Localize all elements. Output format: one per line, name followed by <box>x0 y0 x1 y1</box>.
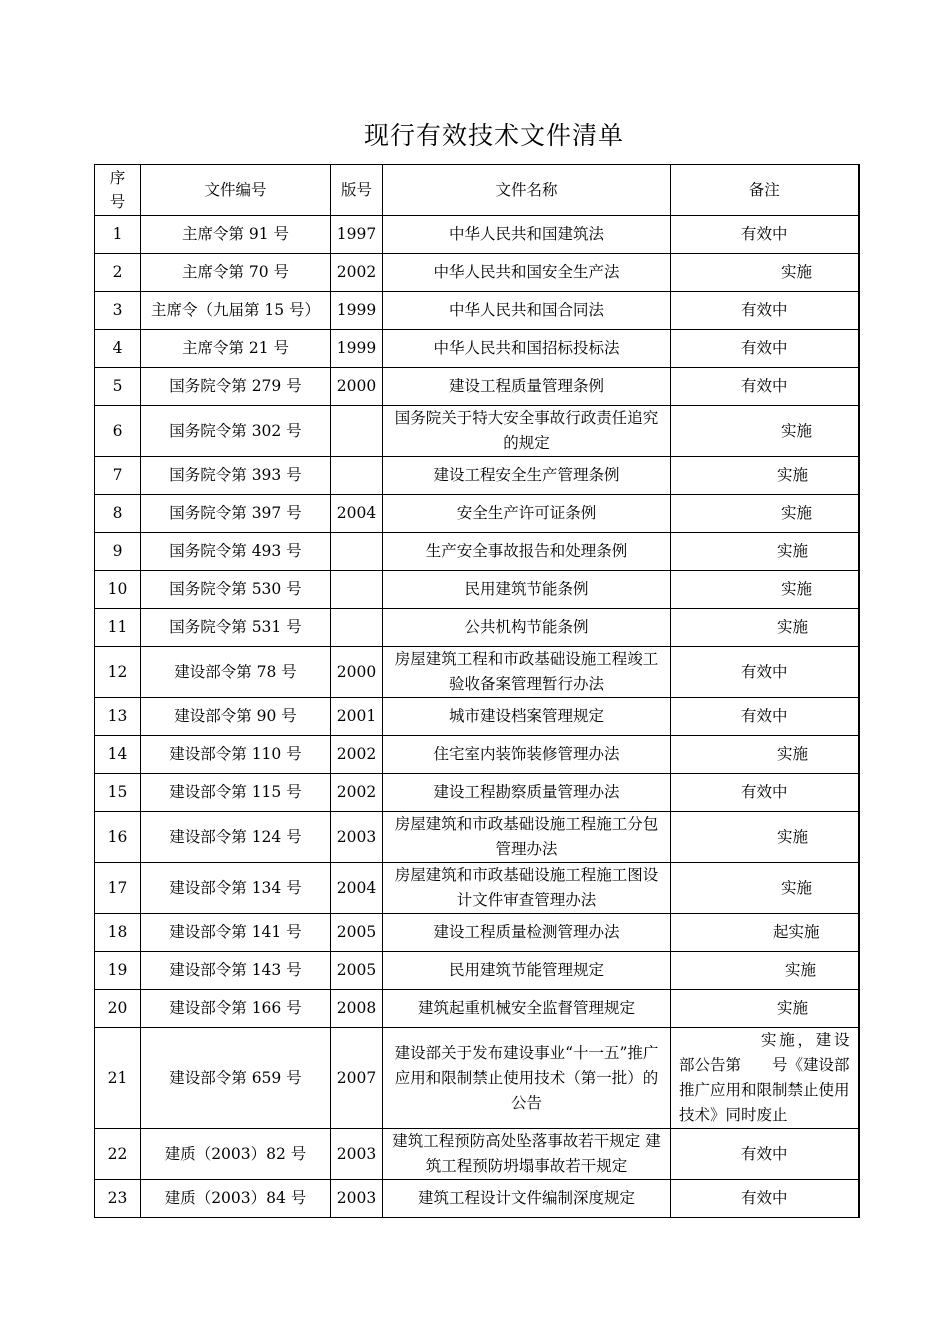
cell-code: 建设部令第 78 号 <box>141 647 331 698</box>
cell-code: 建设部令第 115 号 <box>141 774 331 812</box>
cell-no: 6 <box>95 406 141 457</box>
cell-version <box>331 406 383 457</box>
cell-no: 13 <box>95 698 141 736</box>
cell-version <box>331 457 383 495</box>
cell-note: 实施 <box>671 457 859 495</box>
table-row <box>95 292 859 330</box>
cell-version: 1999 <box>331 292 383 330</box>
cell-code: 建设部令第 134 号 <box>141 863 331 914</box>
cell-note: 实施 <box>671 406 859 457</box>
cell-code: 国务院令第 279 号 <box>141 368 331 406</box>
cell-version: 2001 <box>331 698 383 736</box>
cell-code: 建质（2003）84 号 <box>141 1180 331 1218</box>
header-no: 序 号 <box>95 165 141 216</box>
cell-note: 实施 <box>671 863 859 914</box>
table-row <box>95 990 859 1028</box>
cell-name: 中华人民共和国安全生产法 <box>383 254 671 292</box>
table-row <box>95 609 859 647</box>
header-code: 文件编号 <box>141 165 331 216</box>
cell-version: 2002 <box>331 774 383 812</box>
cell-no: 7 <box>95 457 141 495</box>
cell-note: 实施 <box>671 495 859 533</box>
cell-version <box>331 571 383 609</box>
cell-no: 21 <box>95 1028 141 1129</box>
cell-note: 实施 <box>671 254 859 292</box>
cell-note: 有效中 <box>671 1129 859 1180</box>
cell-no: 12 <box>95 647 141 698</box>
cell-version: 2004 <box>331 863 383 914</box>
cell-version: 2000 <box>331 647 383 698</box>
table-row <box>95 254 859 292</box>
cell-no: 16 <box>95 812 141 863</box>
cell-name: 中华人民共和国建筑法 <box>383 216 671 254</box>
cell-version: 2005 <box>331 952 383 990</box>
cell-version: 2000 <box>331 368 383 406</box>
cell-version: 2008 <box>331 990 383 1028</box>
cell-name: 民用建筑节能管理规定 <box>383 952 671 990</box>
page-title: 现行有效技术文件清单 <box>363 121 624 150</box>
cell-no: 14 <box>95 736 141 774</box>
table-row <box>95 774 859 812</box>
cell-name: 建筑起重机械安全监督管理规定 <box>383 990 671 1028</box>
cell-code: 国务院令第 302 号 <box>141 406 331 457</box>
cell-no: 10 <box>95 571 141 609</box>
cell-no: 11 <box>95 609 141 647</box>
header-name: 文件名称 <box>383 165 671 216</box>
table-row <box>95 698 859 736</box>
cell-name: 住宅室内装饰装修管理办法 <box>383 736 671 774</box>
cell-code: 建设部令第 143 号 <box>141 952 331 990</box>
cell-name: 房屋建筑和市政基础设施工程施工分包管理办法 <box>383 812 671 863</box>
cell-code: 国务院令第 531 号 <box>141 609 331 647</box>
cell-note: 实施 <box>671 571 859 609</box>
cell-version <box>331 533 383 571</box>
table-body <box>95 216 859 1218</box>
cell-version: 2003 <box>331 1129 383 1180</box>
cell-note: 有效中 <box>671 698 859 736</box>
cell-no: 5 <box>95 368 141 406</box>
cell-no: 19 <box>95 952 141 990</box>
cell-code: 国务院令第 530 号 <box>141 571 331 609</box>
cell-note: 实施 <box>671 952 859 990</box>
table-row <box>95 914 859 952</box>
cell-version: 2007 <box>331 1028 383 1129</box>
table-row <box>95 368 859 406</box>
cell-code: 建设部令第 90 号 <box>141 698 331 736</box>
cell-no: 18 <box>95 914 141 952</box>
cell-version: 2003 <box>331 1180 383 1218</box>
table-row <box>95 533 859 571</box>
cell-code: 国务院令第 393 号 <box>141 457 331 495</box>
header-note: 备注 <box>671 165 859 216</box>
cell-name: 国务院关于特大安全事故行政责任追究的规定 <box>383 406 671 457</box>
cell-code: 建设部令第 110 号 <box>141 736 331 774</box>
cell-code: 主席令第 21 号 <box>141 330 331 368</box>
cell-no: 4 <box>95 330 141 368</box>
cell-version: 2005 <box>331 914 383 952</box>
cell-name: 中华人民共和国招标投标法 <box>383 330 671 368</box>
cell-code: 主席令（九届第 15 号） <box>141 292 331 330</box>
cell-version: 2002 <box>331 736 383 774</box>
cell-note: 起实施 <box>671 914 859 952</box>
cell-version <box>331 609 383 647</box>
table-row <box>95 330 859 368</box>
cell-note: 有效中 <box>671 774 859 812</box>
cell-name: 公共机构节能条例 <box>383 609 671 647</box>
cell-no: 9 <box>95 533 141 571</box>
cell-name: 建设工程安全生产管理条例 <box>383 457 671 495</box>
cell-code: 国务院令第 397 号 <box>141 495 331 533</box>
cell-note: 有效中 <box>671 330 859 368</box>
cell-version: 2003 <box>331 812 383 863</box>
cell-code: 国务院令第 493 号 <box>141 533 331 571</box>
cell-name: 中华人民共和国合同法 <box>383 292 671 330</box>
cell-note: 实施 <box>671 533 859 571</box>
cell-name: 生产安全事故报告和处理条例 <box>383 533 671 571</box>
table-row <box>95 736 859 774</box>
cell-name: 建设工程勘察质量管理办法 <box>383 774 671 812</box>
table-row <box>95 571 859 609</box>
table-row <box>95 1129 859 1180</box>
cell-note: 实施 <box>671 736 859 774</box>
cell-note: 实施 <box>671 990 859 1028</box>
cell-version: 1997 <box>331 216 383 254</box>
cell-version: 1999 <box>331 330 383 368</box>
cell-note: 有效中 <box>671 292 859 330</box>
cell-no: 15 <box>95 774 141 812</box>
document-list-table <box>94 164 860 1218</box>
cell-no: 8 <box>95 495 141 533</box>
cell-name: 建筑工程设计文件编制深度规定 <box>383 1180 671 1218</box>
table-row <box>95 495 859 533</box>
cell-no: 3 <box>95 292 141 330</box>
cell-note: 有效中 <box>671 368 859 406</box>
cell-note: 有效中 <box>671 1180 859 1218</box>
cell-note: 实施 <box>671 812 859 863</box>
cell-code: 建质（2003）82 号 <box>141 1129 331 1180</box>
cell-code: 建设部令第 124 号 <box>141 812 331 863</box>
cell-name: 建设工程质量检测管理办法 <box>383 914 671 952</box>
cell-no: 22 <box>95 1129 141 1180</box>
cell-name: 建设工程质量管理条例 <box>383 368 671 406</box>
cell-name: 民用建筑节能条例 <box>383 571 671 609</box>
cell-version: 2004 <box>331 495 383 533</box>
cell-code: 建设部令第 141 号 <box>141 914 331 952</box>
cell-no: 20 <box>95 990 141 1028</box>
cell-note: 实施，建设部公告第 号《建设部推广应用和限制禁止使用技术》同时废止 <box>671 1028 859 1129</box>
cell-name: 城市建设档案管理规定 <box>383 698 671 736</box>
table-row <box>95 1180 859 1218</box>
cell-name: 房屋建筑和市政基础设施工程施工图设计文件审查管理办法 <box>383 863 671 914</box>
cell-version: 2002 <box>331 254 383 292</box>
cell-code: 建设部令第 659 号 <box>141 1028 331 1129</box>
cell-no: 2 <box>95 254 141 292</box>
table-row <box>95 647 859 698</box>
table-row <box>95 1028 859 1129</box>
cell-no: 23 <box>95 1180 141 1218</box>
cell-note: 有效中 <box>671 216 859 254</box>
cell-note: 实施 <box>671 609 859 647</box>
cell-name: 安全生产许可证条例 <box>383 495 671 533</box>
table-row <box>95 952 859 990</box>
table-row <box>95 457 859 495</box>
cell-note: 有效中 <box>671 647 859 698</box>
cell-no: 17 <box>95 863 141 914</box>
cell-name: 房屋建筑工程和市政基础设施工程竣工验收备案管理暂行办法 <box>383 647 671 698</box>
table-header-row <box>95 165 859 216</box>
table-row <box>95 216 859 254</box>
cell-code: 建设部令第 166 号 <box>141 990 331 1028</box>
table-row <box>95 406 859 457</box>
header-version: 版号 <box>331 165 383 216</box>
cell-no: 1 <box>95 216 141 254</box>
table-row <box>95 812 859 863</box>
cell-name: 建设部关于发布建设事业“十一五”推广应用和限制禁止使用技术（第一批）的公告 <box>383 1028 671 1129</box>
cell-code: 主席令第 91 号 <box>141 216 331 254</box>
cell-code: 主席令第 70 号 <box>141 254 331 292</box>
cell-name: 建筑工程预防高处坠落事故若干规定 建筑工程预防坍塌事故若干规定 <box>383 1129 671 1180</box>
table-row <box>95 863 859 914</box>
